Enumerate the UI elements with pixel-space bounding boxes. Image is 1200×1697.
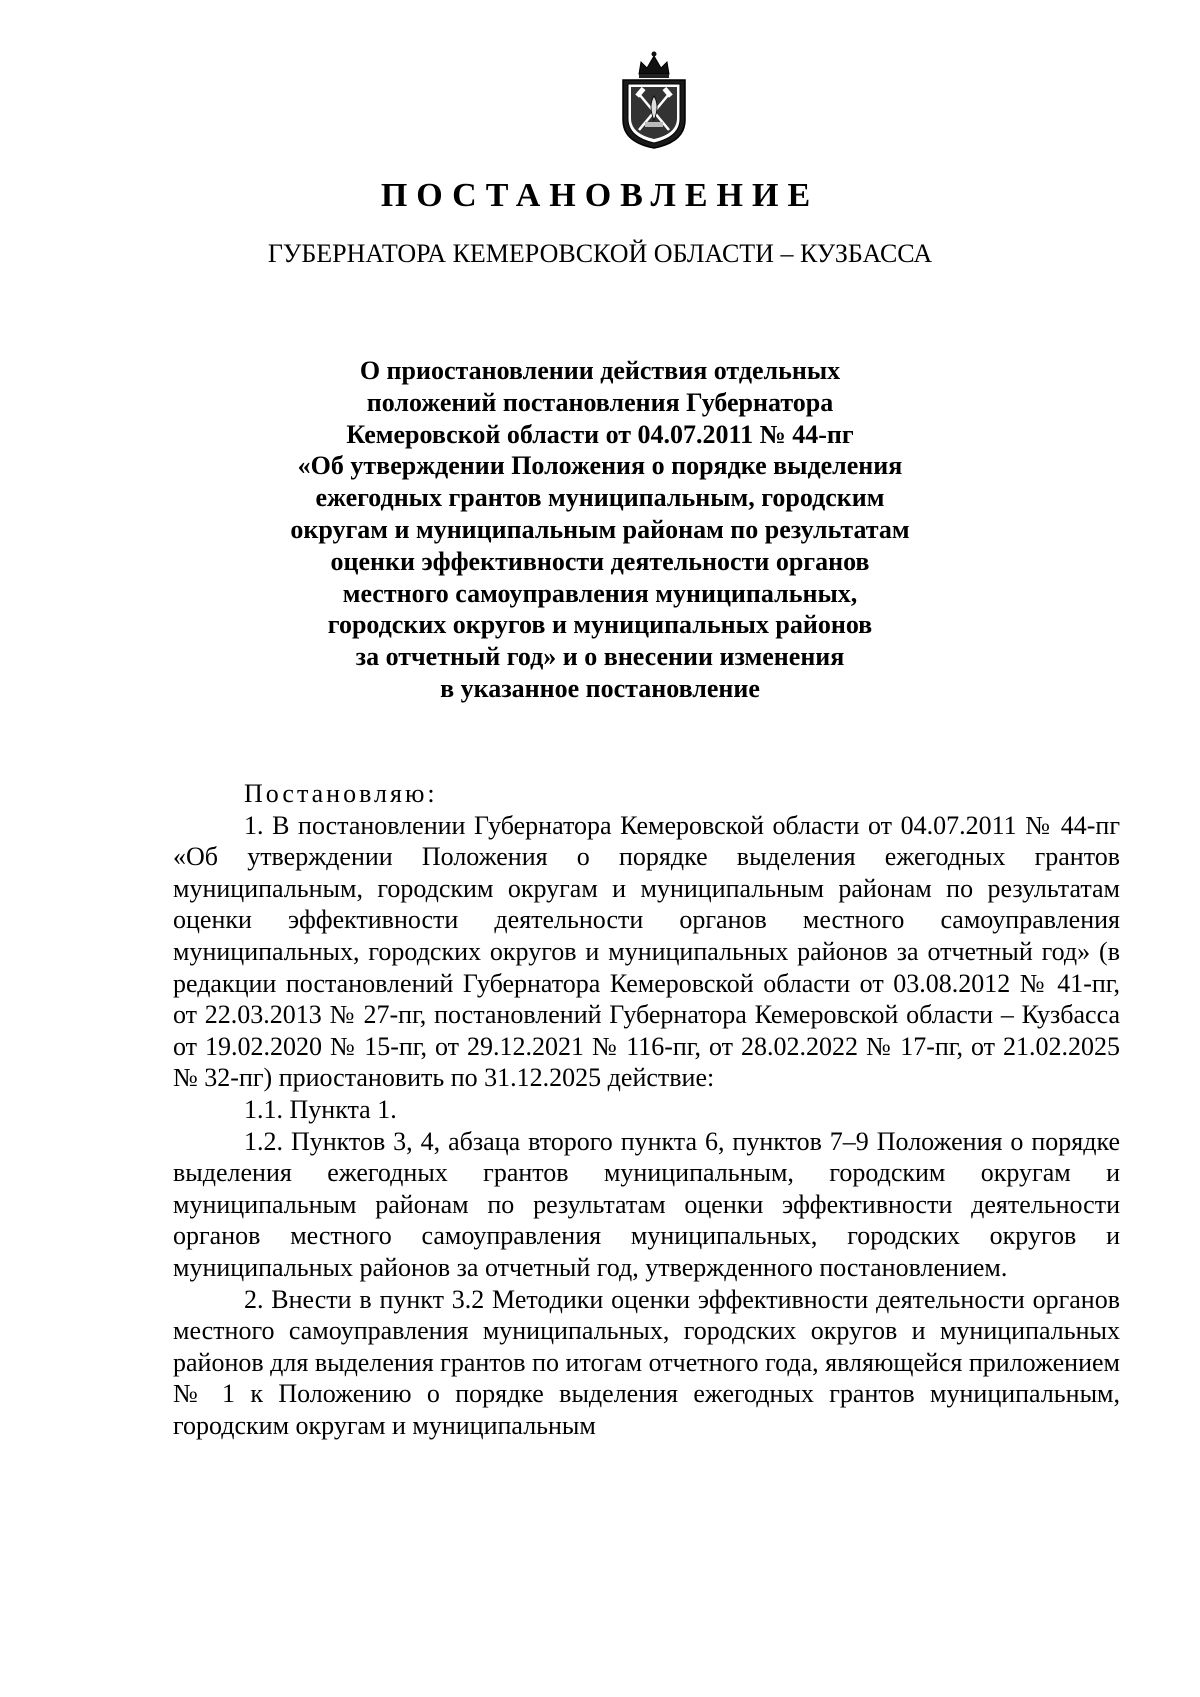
paragraph-1: 1. В постановлении Губернатора Кемеровской области от 04.07.2011 № 44-пг «Об утверждении Положения о порядке выделения ежегодных грантов муниципальным, городским округам и муниципальным районам по результатам оценки эффективности деятельности органов местного самоуправления муниципальных, городских округов и муниципальных районов за отчетный год» (в редакции постановлений Губернатора Кемеровской области от 03.08.2012 № 41-пг, от 22.03.2013 № 27-пг, постановлений Губернатора Кемеровской области – Кузбасса от 19.02.2020 № 15-пг, от 29.12.2021 № 116-пг, от 28.02.2022 № 17-пг, от 21.02.2025 № 32-пг) приостановить по 31.12.2025 действие: — [173, 810, 1120, 1093]
paragraph-1-2: 1.2. Пунктов 3, 4, абзаца второго пункта 6, пунктов 7–9 Положения о порядке выделения ежегодных грантов муниципальным, городским округам и муниципальным районам по результатам оценки эффективности деятельности органов местного самоуправления муниципальных, городских округов и муниципальных районов за отчетный год, утвержденного постановлением. — [173, 1126, 1120, 1282]
title-line: местного самоуправления муниципальных, — [342, 578, 858, 608]
title-line: оценки эффективности деятельности органов — [330, 546, 870, 576]
title-line: Кемеровской области от 04.07.2011 № 44-пг — [346, 419, 854, 449]
title-line: ежегодных грантов муниципальным, городским — [315, 483, 885, 513]
title-line: в указанное постановление — [440, 673, 760, 703]
preamble-text: Постановляю: — [244, 779, 438, 808]
title-line: «Об утверждении Положения о порядке выделения — [297, 451, 903, 481]
document-title — [250, 355, 950, 705]
title-line: за отчетный год» и о внесении изменения — [355, 642, 845, 672]
issuer-heading: ГУБЕРНАТОРА КЕМЕРОВСКОЙ ОБЛАСТИ – КУЗБАССА — [267, 239, 933, 268]
document-body — [173, 778, 1120, 1441]
paragraph-2: 2. Внести в пункт 3.2 Методики оценки эффективности деятельности органов местного самоуправления муниципальных, городских округов и муниципальных районов для выделения грантов по итогам отчетного года, являющейся приложением № 1 к Положению о порядке выделения ежегодных грантов муниципальным, городским округам и муниципальным — [173, 1284, 1120, 1440]
title-line: городских округов и муниципальных районов — [327, 610, 873, 640]
title-line: положений постановления Губернатора — [366, 387, 834, 417]
document-type-heading: ПОСТАНОВЛЕНИЕ — [380, 177, 820, 214]
kemerovo-coat-of-arms-icon — [617, 48, 691, 150]
paragraph-1-1: 1.1. Пункта 1. — [244, 1094, 397, 1124]
title-line: округам и муниципальным районам по результатам — [290, 514, 910, 544]
title-line: О приостановлении действия отдельных — [359, 356, 841, 385]
